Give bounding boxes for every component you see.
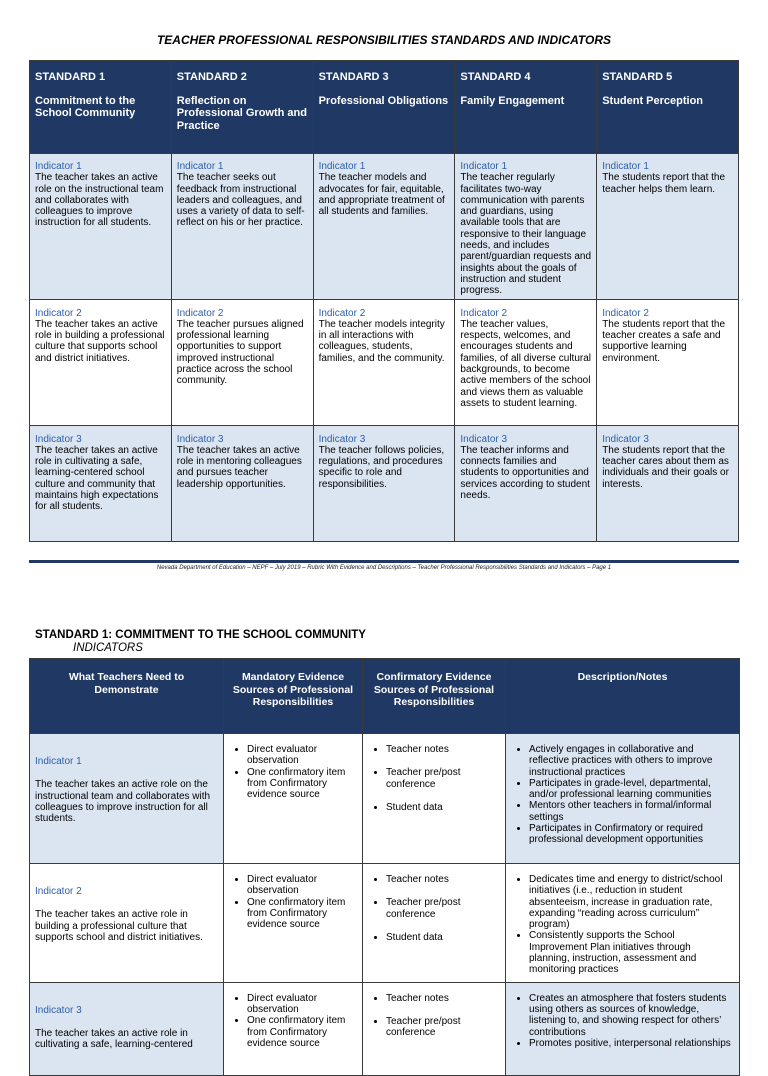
column-header: Confirmatory Evidence Sources of Professional Responsibilities	[363, 659, 506, 734]
list-item: • Mentors other teachers in formal/informal settings	[529, 800, 734, 823]
standard1-table	[29, 658, 740, 1076]
column-header: Description/Notes	[506, 659, 740, 734]
mandatory-list	[229, 744, 357, 800]
confirmatory-cell	[363, 982, 506, 1075]
indicator-label: Indicator 3	[602, 433, 649, 445]
confirmatory-list	[368, 874, 500, 943]
standards-header-row	[30, 61, 739, 154]
indicator-text: The teacher takes an active role on the instructional team and collaborates with colleagues to improve instruction for all students.	[35, 779, 211, 825]
indicator-text: The students report that the teacher helps them learn.	[602, 172, 726, 195]
confirmatory-list	[368, 993, 500, 1039]
indicator-cell	[455, 299, 597, 425]
table-row	[30, 982, 740, 1075]
mandatory-cell	[224, 864, 363, 983]
indicator-text: The teacher regularly facilitates two-way communication with parents and guardians, using available tools that are responsive to their language needs, and includes parent/guardian requests and insights about the goals of instruction and student progress.	[460, 172, 592, 297]
standard-number: STANDARD 2	[176, 71, 247, 83]
list-item: • Direct evaluator observation	[247, 993, 357, 1016]
list-item: • Participates in grade-level, departmental, and/or professional learning communities	[529, 778, 734, 801]
notes-list	[511, 744, 734, 846]
standard-name: Commitment to the School Community	[35, 94, 136, 119]
list-item: • Participates in Confirmatory or required professional development opportunities	[529, 823, 734, 846]
mandatory-cell	[224, 982, 363, 1075]
indicator-label: Indicator 2	[318, 307, 366, 319]
list-item: • Student data	[386, 932, 500, 943]
list-item: • Teacher notes	[386, 744, 500, 755]
section-title: STANDARD 1: COMMITMENT TO THE SCHOOL COMMUNITY	[35, 629, 366, 641]
table-row	[30, 734, 740, 864]
indicator-text: The teacher takes an active role in building a professional culture that supports school and district initiatives.	[35, 318, 165, 364]
standard-number: STANDARD 4	[460, 71, 531, 83]
indicator-cell	[597, 425, 739, 541]
indicator-label: Indicator 1	[602, 161, 649, 172]
mandatory-list	[229, 874, 357, 930]
section-subtitle: INDICATORS	[73, 642, 143, 654]
indicator-label: Indicator 1	[35, 161, 82, 172]
notes-cell	[506, 734, 740, 864]
confirmatory-list	[368, 744, 500, 813]
notes-cell	[506, 982, 740, 1075]
indicator-cell	[171, 299, 313, 425]
indicator-label: Indicator 2	[460, 307, 508, 319]
mandatory-list	[229, 993, 357, 1049]
indicator-cell	[597, 154, 739, 300]
list-item: • Direct evaluator observation	[247, 744, 357, 767]
confirmatory-cell	[363, 864, 506, 983]
indicator-label: Indicator 2	[35, 307, 82, 319]
list-item: • Actively engages in collaborative and reflective practices with others to improve instructional practices	[529, 744, 734, 778]
indicator-text: The teacher takes an active role in cultivating a safe, learning-centered school culture and community that maintains high expectations for all students.	[35, 444, 159, 513]
mandatory-cell	[224, 734, 363, 864]
indicator-cell	[30, 299, 172, 425]
indicator-cell	[171, 154, 313, 300]
indicator-cell	[455, 154, 597, 300]
standard-number: STANDARD 3	[318, 71, 389, 83]
indicator-label: Indicator 1	[176, 161, 224, 172]
list-item: • Promotes positive, interpersonal relationships	[529, 1038, 734, 1049]
indicator-text: The teacher models and advocates for fair, equitable, and appropriate treatment of all students and families.	[318, 172, 445, 218]
indicator-cell	[171, 425, 313, 541]
confirmatory-cell	[363, 734, 506, 864]
notes-list	[511, 874, 734, 976]
notes-cell	[506, 864, 740, 983]
indicator-label: Indicator 2	[176, 307, 224, 319]
indicator-label: Indicator 3	[35, 433, 82, 445]
indicator-cell	[30, 425, 172, 541]
indicator-text: The students report that the teacher cares about them as individuals and their goals or interests.	[602, 444, 729, 490]
indicator-text: The students report that the teacher creates a safe and supportive learning environment.	[602, 318, 726, 364]
indicator-cell	[313, 425, 455, 541]
indicator-text: The teacher values, respects, welcomes, and encourages students and families, of all diverse cultural backgrounds, to become active members of the school and views them as valuable assets to student learning.	[460, 318, 591, 409]
list-item: • Dedicates time and energy to district/school initiatives (i.e., reduction in student absenteeism, increase in graduation rate, expanding “reading across curriculum” program)	[529, 874, 734, 930]
indicator-text: The teacher pursues aligned professional learning opportunities to support improved instructional practice across the school community.	[176, 318, 304, 387]
indicator-cell	[30, 982, 224, 1075]
standard-name: Student Perception	[602, 94, 704, 107]
page-footer: Nevada Department of Education – NEPF – July 2019 – Rubric With Evidence and Descriptions – Teacher Professional Responsibilities Standards and Indicators – Page 1	[156, 565, 612, 571]
indicator-row	[30, 299, 739, 425]
standards-overview-table	[29, 60, 739, 542]
standard-header	[313, 61, 455, 154]
list-item: • Teacher pre/post conference	[386, 767, 500, 790]
standard-number: STANDARD 1	[35, 71, 106, 83]
column-header: Mandatory Evidence Sources of Professional Responsibilities	[224, 659, 363, 734]
notes-list	[511, 993, 734, 1049]
list-item: • Student data	[386, 802, 500, 813]
list-item: • Direct evaluator observation	[247, 874, 357, 897]
standard-header	[171, 61, 313, 154]
standard-header	[30, 61, 172, 154]
standard1-header-row	[30, 659, 740, 734]
list-item: • Teacher notes	[386, 874, 500, 885]
list-item: • Consistently supports the School Improvement Plan initiatives through planning, instruction, assessment and monitoring practices	[529, 930, 734, 975]
list-item: • Teacher notes	[386, 993, 500, 1004]
indicator-text: The teacher takes an active role in mentoring colleagues and pursues teacher leadership opportunities.	[176, 444, 302, 490]
list-item: • Creates an atmosphere that fosters students using others as sources of knowledge, listening to, and showing respect for others’ contributions	[529, 993, 734, 1038]
indicator-label: Indicator 2	[35, 886, 82, 897]
standard-name: Family Engagement	[460, 94, 565, 107]
indicator-label: Indicator 3	[460, 433, 508, 445]
standard-header	[597, 61, 739, 154]
standard-name: Professional Obligations	[318, 94, 449, 107]
table-row	[30, 864, 740, 983]
indicator-cell	[30, 734, 224, 864]
indicator-text: The teacher models integrity in all interactions with colleagues, students, families, and the community.	[318, 318, 445, 364]
indicator-text: The teacher informs and connects families and students to opportunities and services according to student needs.	[460, 444, 590, 502]
indicator-row	[30, 154, 739, 300]
standard-header	[455, 61, 597, 154]
indicator-text: The teacher follows policies, regulations, and procedures specific to role and responsibilities.	[318, 444, 445, 490]
indicator-cell	[30, 864, 224, 983]
indicator-label: Indicator 3	[35, 1004, 82, 1016]
indicator-label: Indicator 1	[460, 161, 508, 172]
list-item: • One confirmatory item from Confirmatory evidence source	[247, 1015, 357, 1049]
list-item: • Teacher pre/post conference	[386, 1016, 500, 1039]
indicator-cell	[313, 299, 455, 425]
indicator-cell	[30, 154, 172, 300]
list-item: • One confirmatory item from Confirmatory evidence source	[247, 897, 357, 931]
indicator-label: Indicator 1	[35, 756, 82, 767]
indicator-text: The teacher takes an active role on the instructional team and collaborates with colleagues to improve instruction for all students.	[35, 172, 164, 229]
indicator-cell	[597, 299, 739, 425]
page-title: TEACHER PROFESSIONAL RESPONSIBILITIES STANDARDS AND INDICATORS	[156, 33, 612, 47]
indicator-label: Indicator 3	[176, 433, 224, 445]
indicator-row	[30, 425, 739, 541]
indicator-label: Indicator 1	[318, 161, 366, 172]
indicator-label: Indicator 2	[602, 307, 649, 319]
indicator-text: The teacher takes an active role in building a professional culture that supports school and district initiatives.	[35, 909, 203, 943]
indicator-cell	[313, 154, 455, 300]
list-item: • Teacher pre/post conference	[386, 897, 500, 920]
indicator-cell	[455, 425, 597, 541]
indicator-text: The teacher takes an active role in cultivating a safe, learning-centered	[35, 1027, 193, 1051]
list-item: • One confirmatory item from Confirmatory evidence source	[247, 767, 357, 801]
indicator-text: The teacher seeks out feedback from instructional leaders and colleagues, and uses a variety of data to self-reflect on his or her practice.	[176, 172, 305, 229]
standard-name: Reflection on Professional Growth and Practice	[176, 94, 307, 132]
standard-number: STANDARD 5	[602, 71, 673, 83]
column-header: What Teachers Need to Demonstrate	[30, 659, 224, 734]
footer-rule	[29, 560, 739, 563]
indicator-label: Indicator 3	[318, 433, 366, 445]
